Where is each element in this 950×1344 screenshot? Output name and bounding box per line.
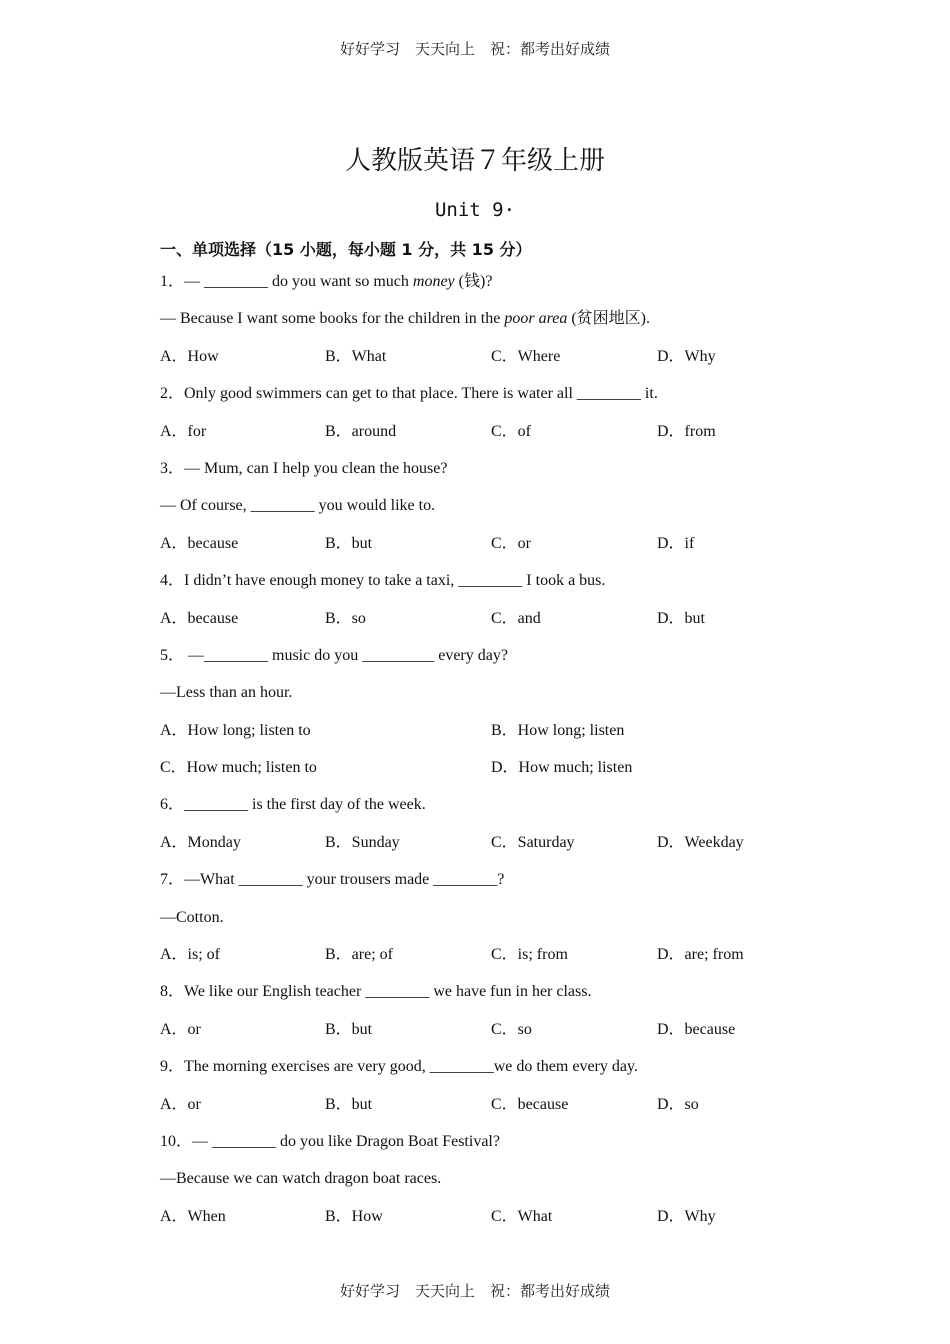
answer-option: A．because — [160, 534, 239, 552]
question-6 — [160, 786, 800, 861]
question-line — [160, 899, 800, 936]
answer-option: C．Saturday — [491, 833, 575, 851]
question-text: —Because we can watch dragon boat races. — [160, 1170, 442, 1188]
question-line — [160, 487, 800, 524]
answer-option: C．How much; listen to — [160, 759, 317, 777]
question-text: 10．— ________ do you like Dragon Boat Festival? — [160, 1132, 500, 1150]
question-3 — [160, 450, 800, 562]
answer-option: D．Why — [657, 347, 716, 365]
question-4 — [160, 562, 800, 637]
question-line — [160, 375, 800, 412]
options-row — [160, 936, 800, 973]
options-row — [160, 712, 800, 749]
question-text: 3．— Mum, can I help you clean the house? — [160, 459, 448, 477]
answer-option: D．How much; listen — [491, 759, 633, 777]
options-row — [160, 338, 800, 375]
answer-option: D．are; from — [657, 946, 744, 964]
question-text: 2．Only good swimmers can get to that place. There is water all ________ it. — [160, 385, 658, 403]
answer-option: C．is; from — [491, 946, 568, 964]
question-line — [160, 861, 800, 898]
answer-option: D．because — [657, 1020, 736, 1038]
answer-option: A．is; of — [160, 946, 221, 964]
answer-option: C．What — [491, 1207, 553, 1225]
options-row — [160, 749, 800, 786]
answer-option: B．around — [325, 422, 397, 440]
question-line — [160, 450, 800, 487]
answer-option: B．but — [325, 1095, 373, 1113]
question-emphasis-text: money — [412, 273, 455, 290]
question-line — [160, 1160, 800, 1197]
answer-option: B．What — [325, 347, 387, 365]
options-row — [160, 1198, 800, 1235]
answer-option: C．because — [491, 1095, 569, 1113]
options-row — [160, 1011, 800, 1048]
answer-option: B．How — [325, 1207, 383, 1225]
question-line — [160, 1048, 800, 1085]
question-line — [160, 562, 800, 599]
question-line — [160, 674, 800, 711]
options-row — [160, 525, 800, 562]
question-line — [160, 973, 800, 1010]
answer-option: D．if — [657, 534, 695, 552]
question-text: (贫困地区). — [567, 310, 650, 328]
options-row — [160, 824, 800, 861]
question-line — [160, 300, 800, 337]
answer-option: A．or — [160, 1020, 201, 1038]
answer-option: A．or — [160, 1095, 201, 1113]
question-text: 9．The morning exercises are very good, ________we do them every day. — [160, 1058, 638, 1076]
answer-option: C．or — [491, 534, 532, 552]
options-row — [160, 600, 800, 637]
page-footer: 好好学习 天天向上 祝：都考出好成绩 — [339, 1282, 610, 1300]
answer-option: A．because — [160, 609, 239, 627]
question-line — [160, 1123, 800, 1160]
question-text: 4．I didn’t have enough money to take a taxi, ________ I took a bus. — [160, 572, 606, 590]
question-text: — Of course, ________ you would like to. — [160, 497, 436, 515]
question-8 — [160, 973, 800, 1048]
answer-option: A．How long; listen to — [160, 721, 311, 739]
question-text: —Less than an hour. — [160, 684, 293, 702]
question-text: —Cotton. — [160, 908, 224, 926]
answer-option: C．of — [491, 422, 532, 440]
question-9 — [160, 1048, 800, 1123]
question-line — [160, 637, 800, 674]
answer-option: B．but — [325, 534, 373, 552]
question-text: 7．—What ________ your trousers made ________? — [160, 871, 505, 889]
question-10 — [160, 1123, 800, 1235]
question-text: (钱)? — [454, 273, 493, 290]
page-header: 好好学习 天天向上 祝：都考出好成绩 — [339, 40, 610, 58]
answer-option: A．Monday — [160, 833, 241, 851]
answer-option: A．How — [160, 347, 219, 365]
unit-subtitle: Unit 9· — [434, 199, 516, 221]
question-text: 5． —________ music do you _________ every day? — [160, 646, 508, 664]
question-text: 1．— ________ do you want so much — [160, 273, 413, 290]
options-row — [160, 413, 800, 450]
answer-option: A．for — [160, 422, 207, 440]
question-text: — Because I want some books for the children in the — [160, 310, 505, 328]
answer-option: B．Sunday — [325, 833, 400, 851]
answer-option: C．so — [491, 1020, 532, 1038]
question-text: 6．________ is the first day of the week. — [160, 796, 426, 814]
question-2 — [160, 375, 800, 450]
answer-option: B．so — [325, 609, 366, 627]
answer-option: D．so — [657, 1095, 699, 1113]
answer-option: B．How long; listen — [491, 721, 625, 739]
question-7 — [160, 861, 800, 973]
question-line — [160, 786, 800, 823]
answer-option: D．Why — [657, 1207, 716, 1225]
answer-option: C．Where — [491, 347, 561, 365]
answer-option: D．from — [657, 422, 716, 440]
question-list — [160, 263, 800, 1235]
answer-option: C．and — [491, 609, 541, 627]
options-row — [160, 1086, 800, 1123]
question-5 — [160, 637, 800, 787]
answer-option: B．are; of — [325, 946, 393, 964]
answer-option: D．Weekday — [657, 833, 744, 851]
question-text: 8．We like our English teacher ________ we have fun in her class. — [160, 983, 592, 1001]
section-title: 一、单项选择（15 小题，每小题 1 分，共 15 分） — [160, 240, 532, 259]
answer-option: B．but — [325, 1020, 373, 1038]
page-title: 人教版英语７年级上册 — [344, 146, 605, 176]
question-emphasis-text: poor area — [504, 310, 568, 328]
answer-option: A．When — [160, 1207, 226, 1225]
answer-option: D．but — [657, 609, 706, 627]
question-1 — [160, 263, 800, 375]
question-line — [160, 263, 800, 300]
